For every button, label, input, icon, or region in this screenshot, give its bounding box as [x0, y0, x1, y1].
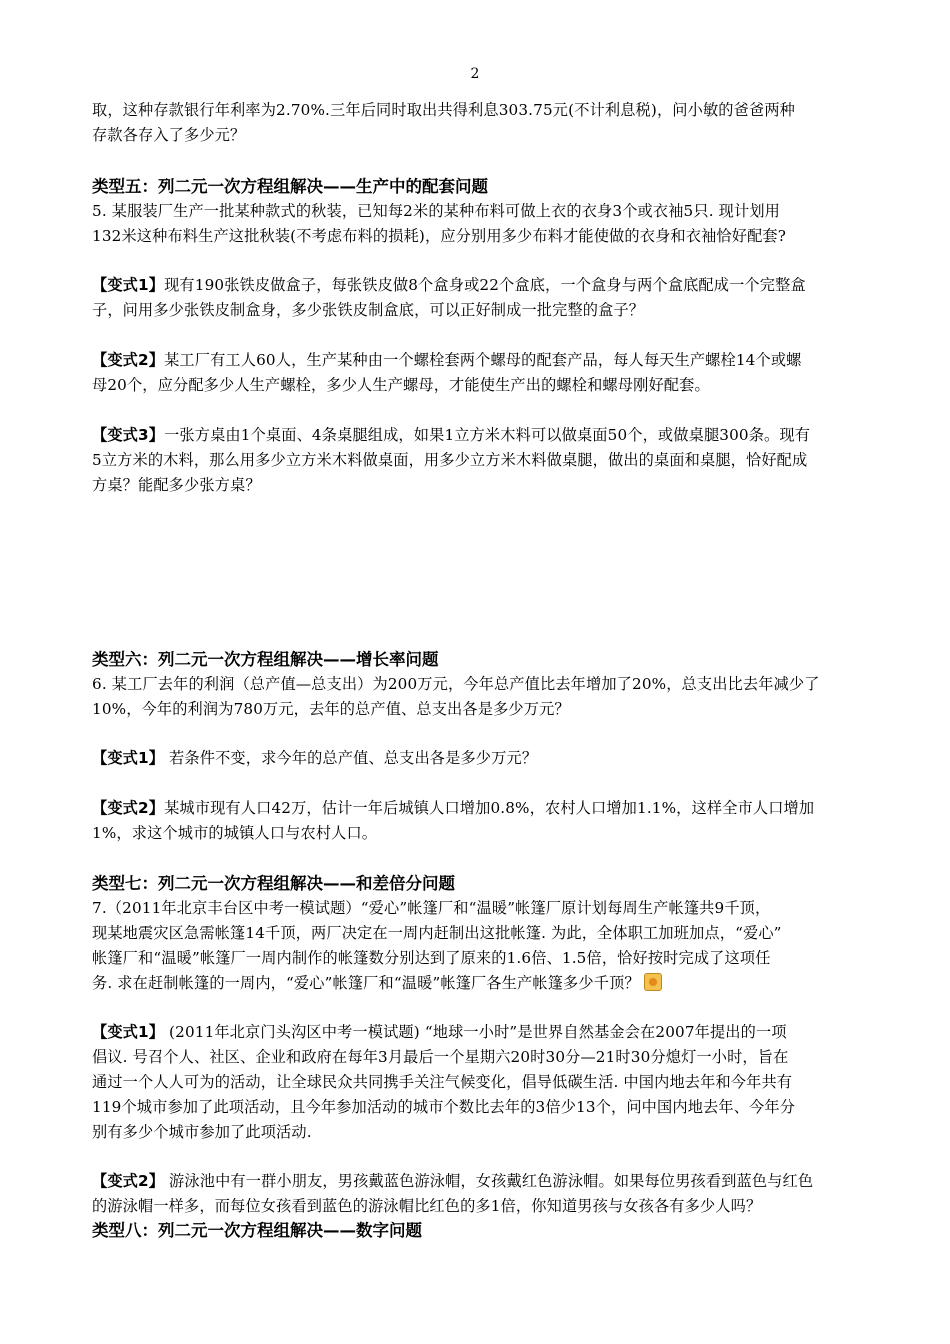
text-line: 的游泳帽一样多，而每位女孩看到蓝色的游泳帽比红色的多1倍，你知道男孩与女孩各有多少人吗？: [92, 1197, 762, 1215]
text-line: 倡议. 号召个人、社区、企业和政府在每年3月最后一个星期六20时30分—21时30分熄灯一小时，旨在: [92, 1048, 789, 1066]
text-line: 游泳池中有一群小朋友，男孩戴蓝色游泳帽，女孩戴红色游泳帽。如果每位男孩看到蓝色与红色: [164, 1172, 814, 1190]
variant-5-1: [92, 273, 862, 323]
text-line: 132米这种布料生产这批秋装(不考虑布料的损耗)，应分别用多少布料才能使做的衣身和衣袖恰好配套?: [92, 227, 787, 245]
text-line: 某城市现有人口42万，估计一年后城镇人口增加0.8%，农村人口增加1.1%，这样全市人口增加: [164, 799, 815, 817]
text-line: 7.（2011年北京丰台区中考一模试题）“爱心”帐篷厂和“温暖”帐篷厂原计划每周生产帐篷共9千顶，: [92, 899, 771, 917]
text-line: 119个城市参加了此项活动，且今年参加活动的城市个数比去年的3倍少13个，问中国内地去年、今年分: [92, 1098, 796, 1116]
problem-5: [92, 199, 862, 249]
text-line: 取，这种存款银行年利率为2.70%.三年后同时取出共得利息303.75元(不计利息税)，问小敏的爸爸两种: [92, 101, 795, 119]
variant-tag: 【变式2】: [92, 1172, 165, 1190]
text-line: 5立方米的木料，那么用多少立方米木料做桌面，用多少立方米木料做桌腿，做出的桌面和桌腿，恰好配成: [92, 451, 808, 469]
variant-tag: 【变式3】: [92, 426, 165, 444]
problem-6: [92, 672, 862, 722]
text-line: 方桌？能配多少张方桌？: [92, 476, 261, 494]
variant-7-1: [92, 1020, 862, 1145]
section-heading-type8: 类型八：列二元一次方程组解决——数字问题: [92, 1221, 422, 1240]
text-line: 子，问用多少张铁皮制盒身，多少张铁皮制盒底，可以正好制成一批完整的盒子？: [92, 301, 645, 319]
text-line: 10%，今年的利润为780万元，去年的总产值、总支出各是多少万元？: [92, 700, 570, 718]
text-line: (2011年北京门头沟区中考一模试题) “地球一小时”是世界自然基金会在2007年提出的一项: [164, 1023, 787, 1041]
text-line: 6. 某工厂去年的利润（总产值—总支出）为200万元，今年总产值比去年增加了20%，总支出比去年减少了: [92, 675, 820, 693]
text-line: 帐篷厂和“温暖”帐篷厂一周内制作的帐篷数分别达到了原来的1.6倍、1.5倍，恰好按时完成了这项任: [92, 949, 771, 967]
text-line: 某工厂有工人60人，生产某种由一个螺栓套两个螺母的配套产品，每人每天生产螺栓14个或螺: [164, 351, 802, 369]
variant-tag: 【变式2】: [92, 799, 165, 817]
text-line: 若条件不变，求今年的总产值、总支出各是多少万元？: [164, 749, 538, 767]
text-line: 务. 求在赶制帐篷的一周内，“爱心”帐篷厂和“温暖”帐篷厂各生产帐篷多少千顶？: [92, 974, 640, 992]
variant-tag: 【变式1】: [92, 1023, 165, 1041]
embedded-image-icon: [644, 973, 662, 991]
problem-7: [92, 896, 862, 996]
paragraph-interest-problem: [92, 98, 862, 148]
variant-6-2: [92, 796, 862, 846]
text-line: 1%，求这个城市的城镇人口与农村人口。: [92, 824, 378, 842]
variant-5-2: [92, 348, 862, 398]
text-line: 现有190张铁皮做盒子，每张铁皮做8个盒身或22个盒底，一个盒身与两个盒底配成一个完整盒: [164, 276, 806, 294]
text-line: 别有多少个城市参加了此项活动.: [92, 1123, 312, 1141]
variant-5-3: [92, 423, 862, 498]
page-number: 2: [470, 66, 480, 82]
variant-tag: 【变式2】: [92, 351, 165, 369]
text-line: 一张方桌由1个桌面、4条桌腿组成，如果1立方米木料可以做桌面50个，或做桌腿300条。现有: [164, 426, 811, 444]
variant-7-2: [92, 1169, 862, 1219]
text-line: 母20个，应分配多少人生产螺栓，多少人生产螺母，才能使生产出的螺栓和螺母刚好配套。: [92, 376, 710, 394]
text-line: 现某地震灾区急需帐篷14千顶，两厂决定在一周内赶制出这批帐篷. 为此，全体职工加班加点，“爱心”: [92, 924, 782, 942]
text-line: 5. 某服装厂生产一批某种款式的秋装，已知每2米的某种布料可做上衣的衣身3个或衣袖5只. 现计划用: [92, 202, 780, 220]
variant-tag: 【变式1】: [92, 749, 165, 767]
section-heading-type6: 类型六：列二元一次方程组解决——增长率问题: [92, 650, 439, 669]
text-line: 存款各存入了多少元？: [92, 126, 246, 144]
text-line: 通过一个人人可为的活动，让全球民众共同携手关注气候变化，倡导低碳生活. 中国内地去年和今年共有: [92, 1073, 793, 1091]
section-heading-type7: 类型七：列二元一次方程组解决——和差倍分问题: [92, 874, 455, 893]
variant-tag: 【变式1】: [92, 276, 165, 294]
variant-6-1: [92, 746, 862, 771]
section-heading-type5: 类型五：列二元一次方程组解决——生产中的配套问题: [92, 177, 488, 196]
